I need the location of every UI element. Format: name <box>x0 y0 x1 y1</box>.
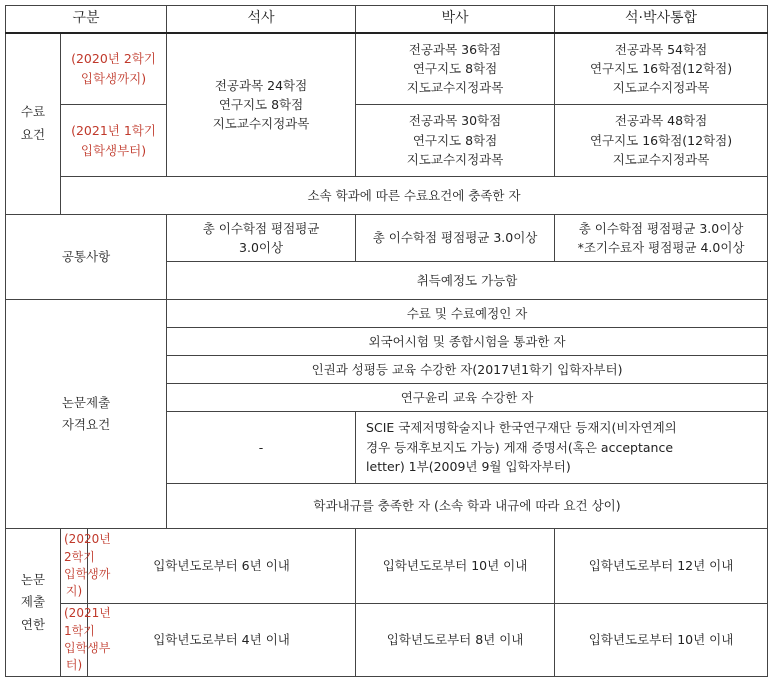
thesis-publication-requirement: SCIE 국제저명학술지나 한국연구재단 등재지(비자연계의 경우 등재후보지도 가능) 게재 증명서(혹은 acceptance letter) 1부(2009년 9월 입학자부터) <box>356 412 768 484</box>
thesis-row-1 <box>6 300 768 328</box>
deadline-label: 논문 제출 연한 <box>6 529 61 677</box>
completion-period-2021: (2021년 1학기 입학생부터) <box>61 105 167 177</box>
thesis-masters-dash: - <box>167 412 356 484</box>
graduate-requirements-table <box>5 5 768 677</box>
completion-integrated-2020: 전공과목 54학점 연구지도 16학점(12학점) 지도교수지정과목 <box>555 33 768 105</box>
common-row-gpa <box>6 215 768 262</box>
common-integrated-gpa: 총 이수학점 평점평균 3.0이상 *조기수료자 평점평균 4.0이상 <box>555 215 768 262</box>
header-row <box>6 6 768 33</box>
deadline-period-2021: (2021년 1학기 입학생부 터) <box>61 604 88 677</box>
thesis-req-exams: 외국어시험 및 종합시험을 통과한 자 <box>167 328 768 356</box>
header-integrated: 석·박사통합 <box>555 6 768 33</box>
header-doctoral: 박사 <box>356 6 555 33</box>
deadline-doctoral-2020: 입학년도로부터 10년 이내 <box>356 529 555 604</box>
thesis-req-completion: 수료 및 수료예정인 자 <box>167 300 768 328</box>
completion-label: 수료 요건 <box>6 33 61 215</box>
thesis-req-equality-education: 인권과 성평등 교육 수강한 자(2017년1학기 입학자부터) <box>167 356 768 384</box>
completion-doctoral-2021: 전공과목 30학점 연구지도 8학점 지도교수지정과목 <box>356 105 555 177</box>
completion-dept-requirement: 소속 학과에 따른 수료요건에 충족한 자 <box>61 177 768 215</box>
completion-period-2020: (2020년 2학기 입학생까지) <box>61 33 167 105</box>
deadline-row-2020 <box>6 529 768 604</box>
deadline-row-2021 <box>6 604 768 677</box>
header-category: 구분 <box>6 6 167 33</box>
deadline-doctoral-2021: 입학년도로부터 8년 이내 <box>356 604 555 677</box>
deadline-masters-2020: 입학년도로부터 6년 이내 <box>88 529 356 604</box>
thesis-dept-rule: 학과내규를 충족한 자 (소속 학과 내규에 따라 요건 상이) <box>167 484 768 529</box>
common-expected: 취득예정도 가능함 <box>167 262 768 300</box>
completion-row-2020 <box>6 33 768 105</box>
completion-row-2021 <box>6 105 768 177</box>
thesis-label: 논문제출 자격요건 <box>6 300 167 529</box>
completion-integrated-2021: 전공과목 48학점 연구지도 16학점(12학점) 지도교수지정과목 <box>555 105 768 177</box>
deadline-integrated-2021: 입학년도로부터 10년 이내 <box>555 604 768 677</box>
deadline-period-2020: (2020년 2학기 입학생까 지) <box>61 529 88 604</box>
completion-masters: 전공과목 24학점 연구지도 8학점 지도교수지정과목 <box>167 33 356 177</box>
header-masters: 석사 <box>167 6 356 33</box>
requirements-table-wrapper <box>5 5 768 677</box>
deadline-integrated-2020: 입학년도로부터 12년 이내 <box>555 529 768 604</box>
common-masters-gpa: 총 이수학점 평점평균 3.0이상 <box>167 215 356 262</box>
common-label: 공통사항 <box>6 215 167 300</box>
thesis-req-ethics-education: 연구윤리 교육 수강한 자 <box>167 384 768 412</box>
completion-dept-row <box>6 177 768 215</box>
completion-doctoral-2020: 전공과목 36학점 연구지도 8학점 지도교수지정과목 <box>356 33 555 105</box>
common-doctoral-gpa: 총 이수학점 평점평균 3.0이상 <box>356 215 555 262</box>
deadline-masters-2021: 입학년도로부터 4년 이내 <box>88 604 356 677</box>
